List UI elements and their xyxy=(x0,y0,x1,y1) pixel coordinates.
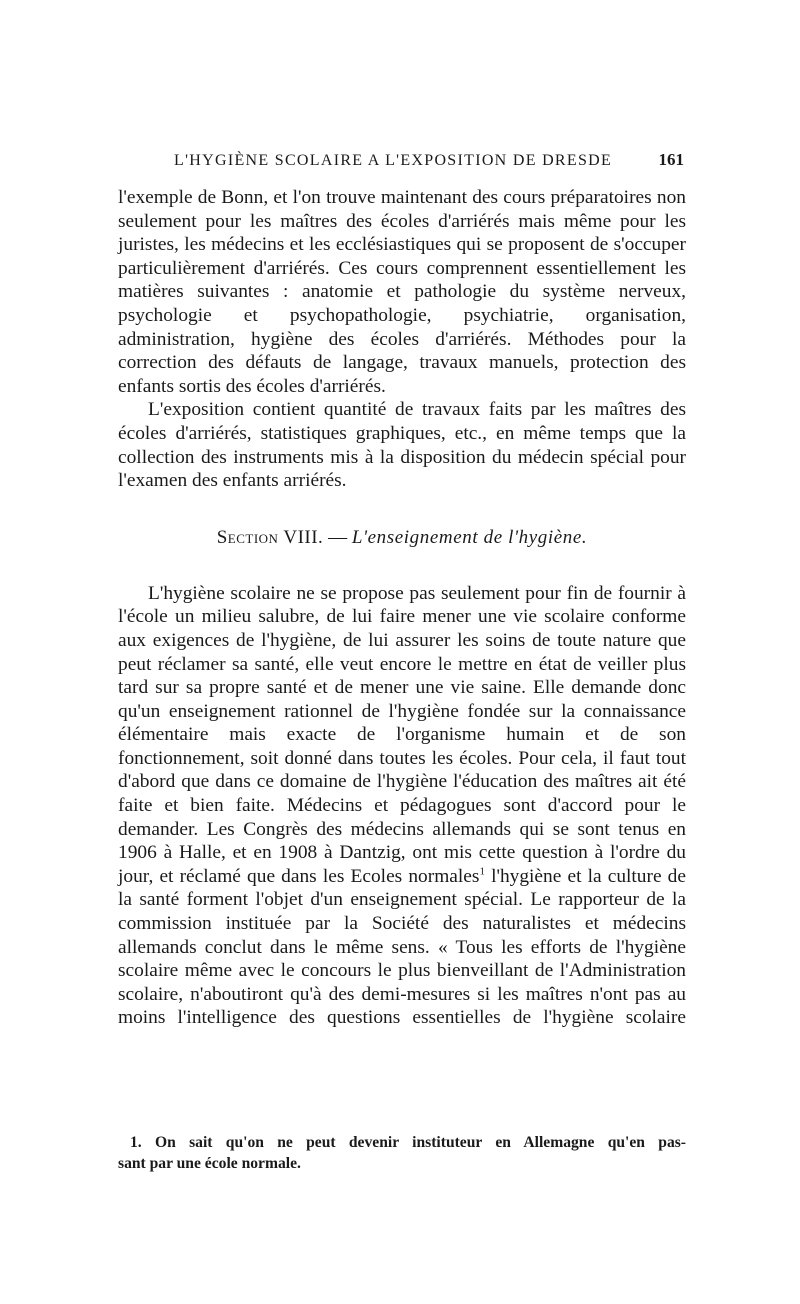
footnote-line-2: sant par une école normale. xyxy=(118,1155,301,1172)
paragraph-hygiene-text: L'hygiène scolaire ne se propose pas seulement pour fin de fournir à l'école un milieu salubre, de lui faire mener une vie scolaire conforme aux exigences de l'hygiène, de lui assurer les soins de toute nature que peut réclamer sa santé, elle veut encore le mettre en état de veiller plus tard sur sa propre santé et de mener une vie saine. Elle demande donc qu'un enseignement rationnel de l'hygiène fondée sur la connaissance élémentaire mais exacte de l'organisme humain et de son fonctionnement, soit donné dans toutes les écoles. Pour cela, il faut tout d'abord que dans ce domaine de l'hygiène l'éducation des maîtres ait été faite et bien faite. Médecins et pédagogues sont d'accord pour le demander. Les Congrès des médecins allemands qui se sont tenus en 1906 à Halle, et en 1908 à Dantzig, ont mis cette question à l'ordre du jour, et réclamé que dans les Ecoles normales xyxy=(118,582,686,887)
body-text xyxy=(118,186,686,1030)
footnote xyxy=(118,1132,686,1174)
section-heading xyxy=(118,526,686,550)
footnote-line-1: 1. On sait qu'on ne peut devenir instituteur en Allemagne qu'en pas- xyxy=(130,1134,686,1151)
paragraph-continuation: l'exemple de Bonn, et l'on trouve maintenant des cours préparatoires non seulement pour les maîtres des écoles d'arriérés mais même pour les juristes, les médecins et les ecclésiastiques qui se proposent de s'occuper particulièrement d'arriérés. Ces cours comprennent essentiellement les matières suivantes : anatomie et pathologie du système nerveux, psychologie et psychopathologie, psychiatrie, organisation, administration, hygiène des écoles d'arriérés. Méthodes pour la correction des défauts de langage, travaux manuels, protection des enfants sortis des écoles d'arriérés. xyxy=(118,187,686,397)
page-number: 161 xyxy=(658,150,684,169)
paragraph-exposition: L'exposition contient quantité de travaux faits par les maîtres des écoles d'arriérés, statistiques graphiques, etc., en même temps que la collection des instruments mis à la disposition du médecin spécial pour l'examen des enfants arriérés. xyxy=(118,399,686,492)
section-label: Section VIII. xyxy=(216,526,324,548)
paragraph-hygiene xyxy=(118,582,686,1030)
paragraph-hygiene-continued: l'hygiène et la culture de la santé forment l'objet d'un enseignement spécial. Le rapporteur de la commission instituée par la Société des naturalistes et médecins allemands conclut dans le même sens. « Tous les efforts de l'hygiène scolaire même avec le concours le plus bienveillant de l'Administration scolaire, n'aboutiront qu'à des demi-mesures si les maîtres n'ont pas au moins l'intelligence des questions essentielles de l'hygiène scolaire xyxy=(118,865,686,1029)
section-dash: — xyxy=(323,526,352,548)
running-title: L'HYGIÈNE SCOLAIRE A L'EXPOSITION DE DRESDE xyxy=(174,152,613,169)
section-title: L'enseignement de l'hygiène. xyxy=(351,526,588,548)
footnote-reference: 1 xyxy=(479,865,485,878)
running-head xyxy=(118,150,686,178)
